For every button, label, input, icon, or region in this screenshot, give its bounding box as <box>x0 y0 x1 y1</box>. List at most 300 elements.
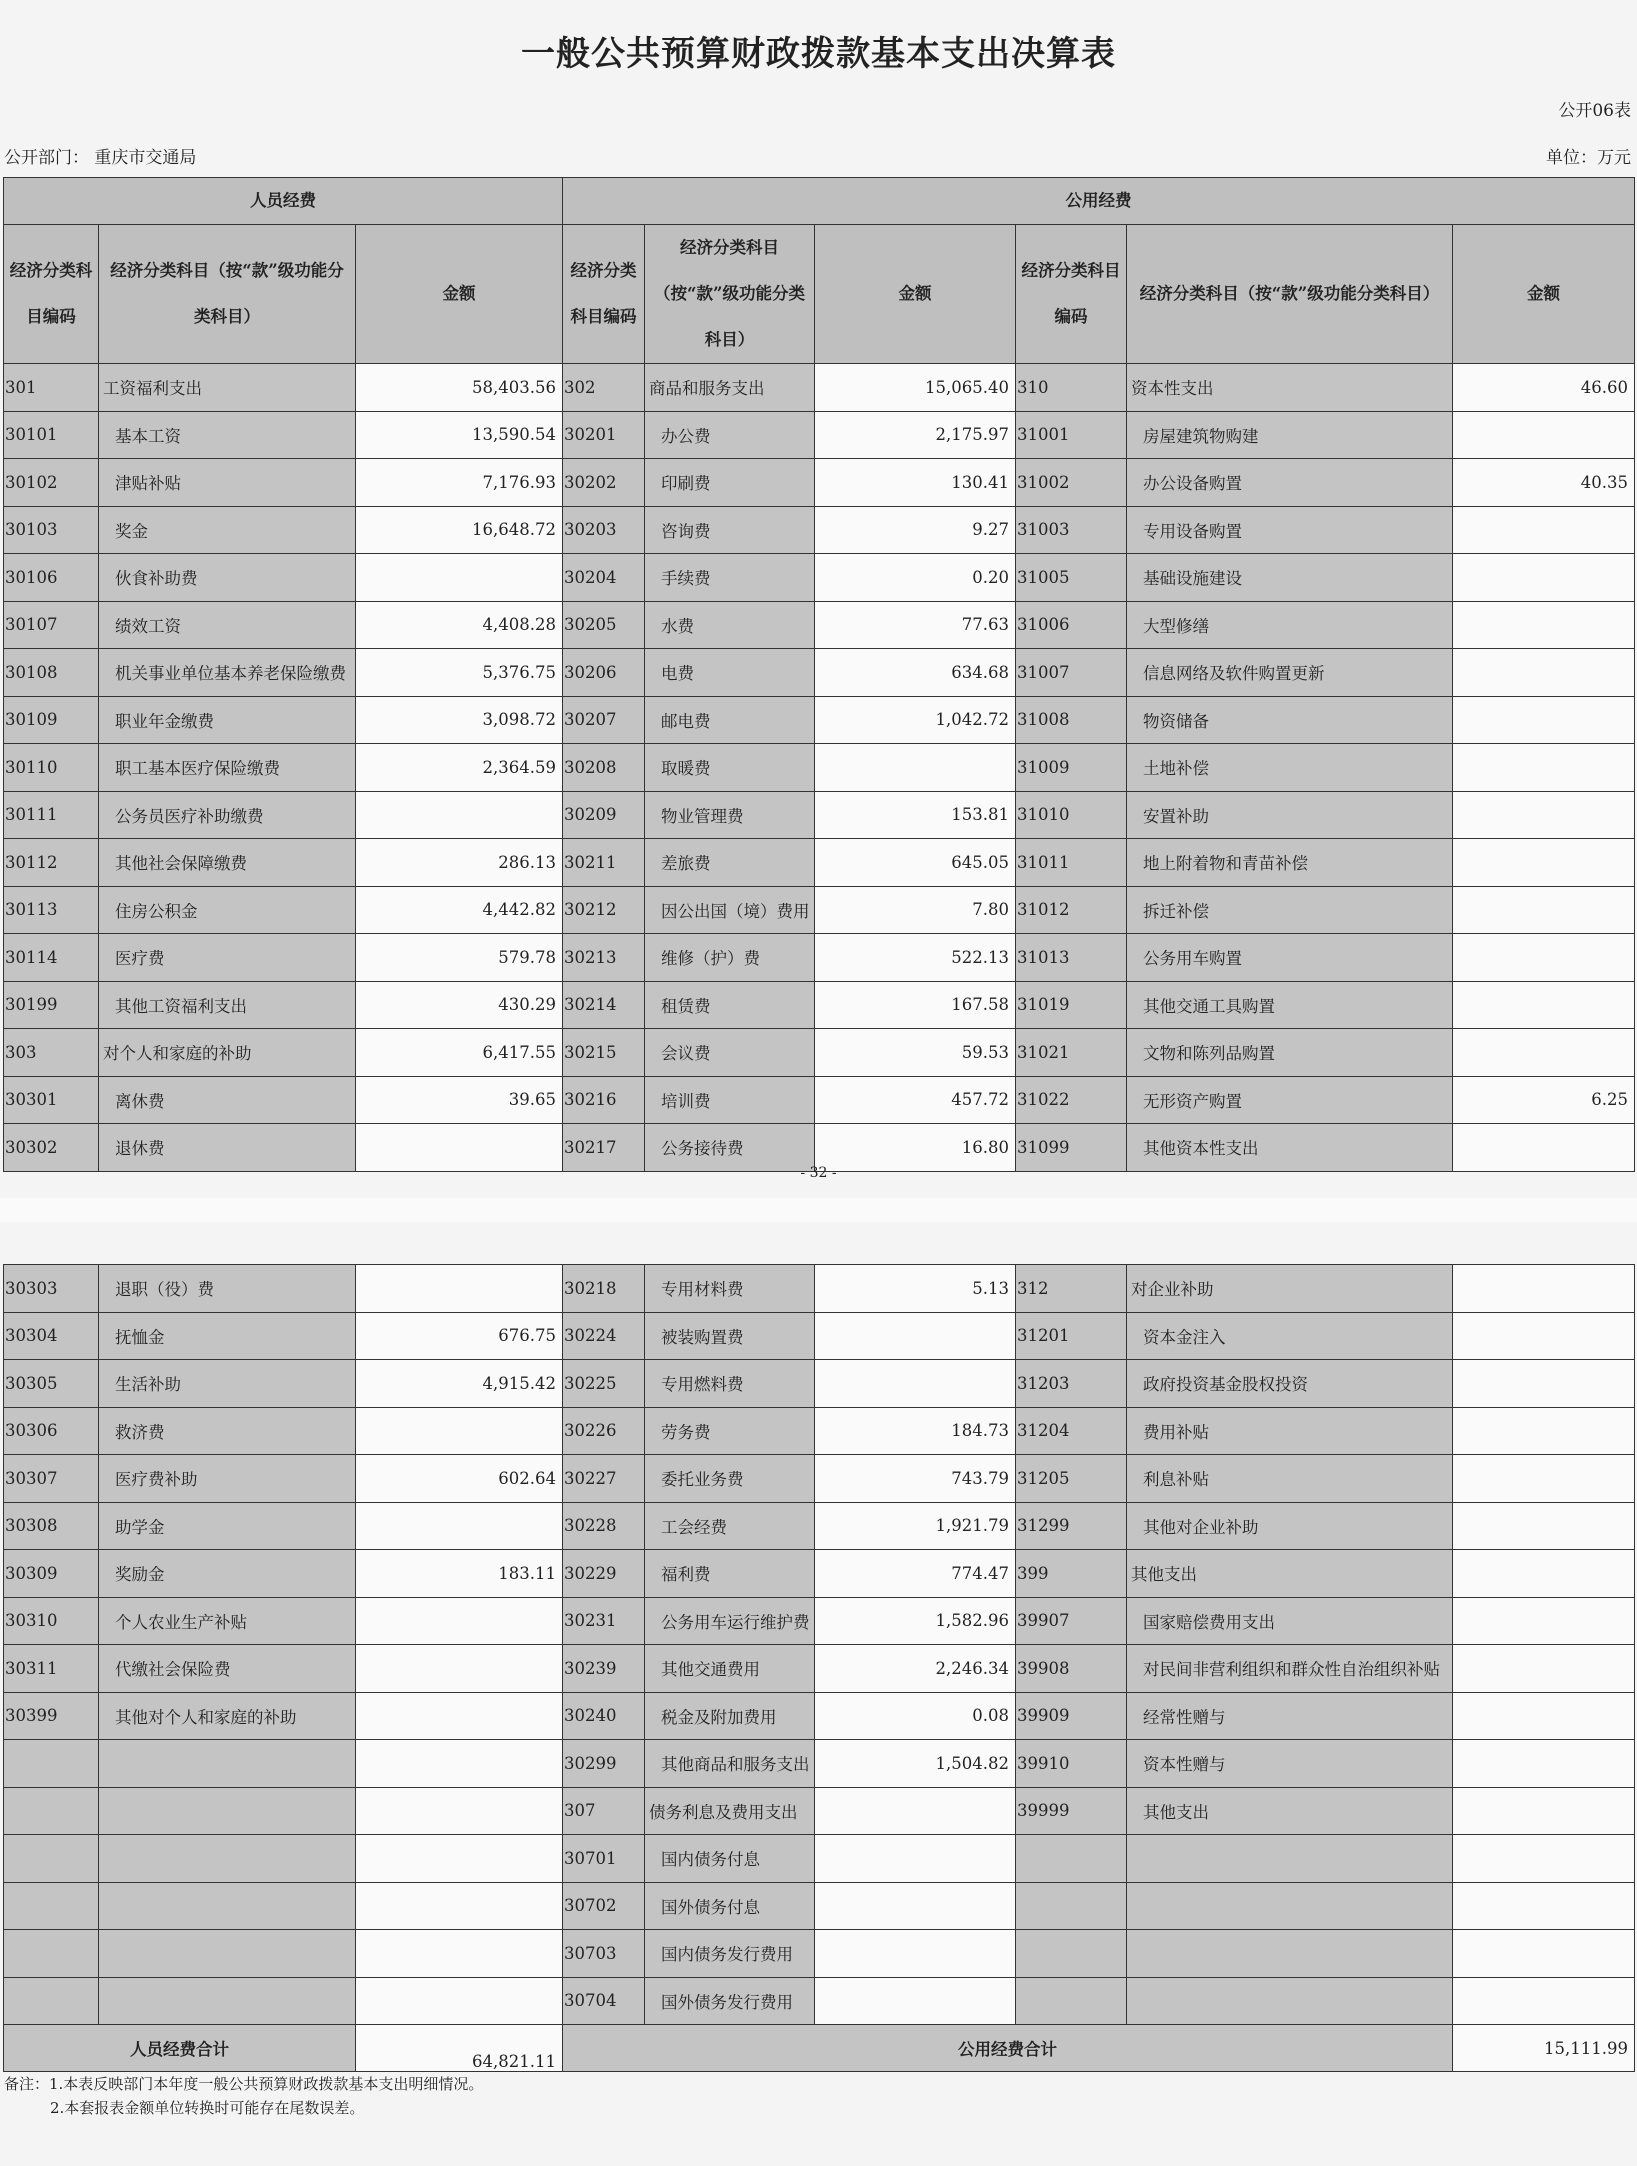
expenditure-table-page2 <box>3 1264 1635 2072</box>
item-amount <box>1453 1645 1635 1693</box>
item-code: 31001 <box>1016 411 1127 459</box>
item-code: 302 <box>563 364 645 412</box>
item-amount <box>1453 1550 1635 1598</box>
item-name: 印刷费 <box>645 459 815 507</box>
item-amount: 0.20 <box>815 554 1016 602</box>
item-code: 30228 <box>563 1502 645 1550</box>
item-name: 利息补贴 <box>1127 1455 1453 1503</box>
item-name: 职业年金缴费 <box>99 696 356 744</box>
item-amount <box>1453 411 1635 459</box>
table-row <box>4 1645 1635 1693</box>
item-name: 其他交通工具购置 <box>1127 981 1453 1029</box>
table-row <box>4 1502 1635 1550</box>
item-code: 30231 <box>563 1597 645 1645</box>
item-amount: 16.80 <box>815 1124 1016 1172</box>
item-code: 30215 <box>563 1029 645 1077</box>
item-name <box>99 1930 356 1978</box>
item-amount: 579.78 <box>356 934 563 982</box>
item-name: 物资储备 <box>1127 696 1453 744</box>
item-code: 31008 <box>1016 696 1127 744</box>
item-code: 307 <box>563 1787 645 1835</box>
item-code: 31201 <box>1016 1312 1127 1360</box>
item-name: 办公设备购置 <box>1127 459 1453 507</box>
item-amount: 15,065.40 <box>815 364 1016 412</box>
item-code: 31203 <box>1016 1360 1127 1408</box>
form-code: 公开06表 <box>1558 101 1631 121</box>
item-code: 30113 <box>4 886 99 934</box>
item-name <box>1127 1930 1453 1978</box>
item-amount: 59.53 <box>815 1029 1016 1077</box>
item-amount <box>815 1882 1016 1930</box>
item-amount <box>356 1835 563 1883</box>
item-name <box>1127 1835 1453 1883</box>
item-code: 31099 <box>1016 1124 1127 1172</box>
item-amount <box>1453 1360 1635 1408</box>
item-amount: 645.05 <box>815 839 1016 887</box>
item-name: 专用材料费 <box>645 1265 815 1313</box>
item-code: 30310 <box>4 1597 99 1645</box>
page-separator <box>0 1198 1637 1222</box>
item-amount: 130.41 <box>815 459 1016 507</box>
item-amount <box>356 1977 563 2025</box>
item-amount: 183.11 <box>356 1550 563 1598</box>
item-name: 工资福利支出 <box>99 364 356 412</box>
item-amount: 676.75 <box>356 1312 563 1360</box>
name-header: 经济分类科目（按“款”级功能分类科目） <box>645 225 815 364</box>
table-row <box>4 1977 1635 2025</box>
item-code: 31006 <box>1016 601 1127 649</box>
item-code: 30301 <box>4 1076 99 1124</box>
item-amount: 77.63 <box>815 601 1016 649</box>
item-code: 30703 <box>563 1930 645 1978</box>
item-name: 其他社会保障缴费 <box>99 839 356 887</box>
item-name: 会议费 <box>645 1029 815 1077</box>
item-code: 30214 <box>563 981 645 1029</box>
item-amount: 4,442.82 <box>356 886 563 934</box>
item-amount: 743.79 <box>815 1455 1016 1503</box>
item-code <box>4 1930 99 1978</box>
item-code <box>1016 1977 1127 2025</box>
item-code: 30305 <box>4 1360 99 1408</box>
item-code: 30239 <box>563 1645 645 1693</box>
item-code: 30399 <box>4 1692 99 1740</box>
item-code: 31005 <box>1016 554 1127 602</box>
item-name: 对企业补助 <box>1127 1265 1453 1313</box>
item-name: 信息网络及软件购置更新 <box>1127 649 1453 697</box>
item-code <box>1016 1930 1127 1978</box>
item-amount <box>356 791 563 839</box>
item-amount <box>1453 1597 1635 1645</box>
item-code: 30217 <box>563 1124 645 1172</box>
table-row <box>4 886 1635 934</box>
item-amount <box>1453 791 1635 839</box>
item-amount: 5.13 <box>815 1265 1016 1313</box>
item-name: 机关事业单位基本养老保险缴费 <box>99 649 356 697</box>
code-header: 经济分类科目编码 <box>1016 225 1127 364</box>
item-amount <box>1453 886 1635 934</box>
item-code: 30209 <box>563 791 645 839</box>
item-amount <box>356 1692 563 1740</box>
item-code: 30114 <box>4 934 99 982</box>
expenditure-table-page1 <box>3 177 1635 1172</box>
table-row <box>4 1455 1635 1503</box>
item-amount <box>1453 1787 1635 1835</box>
item-code: 30308 <box>4 1502 99 1550</box>
item-amount: 153.81 <box>815 791 1016 839</box>
item-name: 奖励金 <box>99 1550 356 1598</box>
item-name: 职工基本医疗保险缴费 <box>99 744 356 792</box>
item-amount <box>1453 649 1635 697</box>
item-amount: 3,098.72 <box>356 696 563 744</box>
item-code: 31299 <box>1016 1502 1127 1550</box>
item-amount <box>1453 506 1635 554</box>
item-name: 水费 <box>645 601 815 649</box>
item-code: 30303 <box>4 1265 99 1313</box>
table-row <box>4 1265 1635 1313</box>
name-header: 经济分类科目（按“款”级功能分类科目） <box>99 225 356 364</box>
item-amount: 9.27 <box>815 506 1016 554</box>
item-amount <box>815 744 1016 792</box>
item-amount: 40.35 <box>1453 459 1635 507</box>
item-amount <box>1453 934 1635 982</box>
item-amount <box>815 1977 1016 2025</box>
item-name: 救济费 <box>99 1407 356 1455</box>
item-amount <box>1453 554 1635 602</box>
code-header: 经济分类科目编码 <box>563 225 645 364</box>
item-amount: 457.72 <box>815 1076 1016 1124</box>
amount-header: 金额 <box>815 225 1016 364</box>
item-code: 30216 <box>563 1076 645 1124</box>
item-name: 税金及附加费用 <box>645 1692 815 1740</box>
item-amount <box>356 1124 563 1172</box>
item-name: 其他支出 <box>1127 1550 1453 1598</box>
item-code: 30211 <box>563 839 645 887</box>
item-name: 退休费 <box>99 1124 356 1172</box>
note-2: 2.本套报表金额单位转换时可能存在尾数误差。 <box>50 2099 365 2117</box>
item-code: 31205 <box>1016 1455 1127 1503</box>
item-amount <box>356 554 563 602</box>
item-name: 住房公积金 <box>99 886 356 934</box>
item-name <box>1127 1882 1453 1930</box>
department-label: 公开部门： 重庆市交通局 <box>4 148 197 168</box>
item-amount: 4,408.28 <box>356 601 563 649</box>
item-amount <box>815 1835 1016 1883</box>
item-code: 30203 <box>563 506 645 554</box>
item-code: 30240 <box>563 1692 645 1740</box>
item-amount <box>1453 744 1635 792</box>
item-name <box>1127 1977 1453 2025</box>
item-amount <box>815 1930 1016 1978</box>
item-name: 无形资产购置 <box>1127 1076 1453 1124</box>
item-amount: 7,176.93 <box>356 459 563 507</box>
item-name: 大型修缮 <box>1127 601 1453 649</box>
table-row <box>4 1550 1635 1598</box>
item-code: 30218 <box>563 1265 645 1313</box>
item-code: 30309 <box>4 1550 99 1598</box>
item-name: 拆迁补偿 <box>1127 886 1453 934</box>
item-amount <box>356 1502 563 1550</box>
item-amount <box>1453 1455 1635 1503</box>
item-amount <box>1453 981 1635 1029</box>
item-code: 30206 <box>563 649 645 697</box>
item-name: 代缴社会保险费 <box>99 1645 356 1693</box>
item-code: 30212 <box>563 886 645 934</box>
table-row <box>4 1029 1635 1077</box>
item-name: 专用设备购置 <box>1127 506 1453 554</box>
item-name: 咨询费 <box>645 506 815 554</box>
item-name: 债务利息及费用支出 <box>645 1787 815 1835</box>
table-row <box>4 554 1635 602</box>
item-code: 31002 <box>1016 459 1127 507</box>
item-name: 对民间非营利组织和群众性自治组织补贴 <box>1127 1645 1453 1693</box>
item-amount <box>1453 1740 1635 1788</box>
item-name: 其他工资福利支出 <box>99 981 356 1029</box>
amount-header: 金额 <box>1453 225 1635 364</box>
item-name: 抚恤金 <box>99 1312 356 1360</box>
item-amount <box>356 1787 563 1835</box>
item-name <box>99 1977 356 2025</box>
item-name: 资本性赠与 <box>1127 1740 1453 1788</box>
item-amount: 634.68 <box>815 649 1016 697</box>
item-name: 资本金注入 <box>1127 1312 1453 1360</box>
item-name: 国家赔偿费用支出 <box>1127 1597 1453 1645</box>
item-code: 310 <box>1016 364 1127 412</box>
table-row <box>4 1740 1635 1788</box>
item-name: 公务员医疗补助缴费 <box>99 791 356 839</box>
item-name: 其他对个人和家庭的补助 <box>99 1692 356 1740</box>
item-amount: 774.47 <box>815 1550 1016 1598</box>
item-code: 30701 <box>563 1835 645 1883</box>
item-code: 30101 <box>4 411 99 459</box>
item-name: 伙食补助费 <box>99 554 356 602</box>
item-name: 公务用车购置 <box>1127 934 1453 982</box>
table-row <box>4 934 1635 982</box>
table-row <box>4 744 1635 792</box>
item-code: 31022 <box>1016 1076 1127 1124</box>
item-amount <box>356 1882 563 1930</box>
item-amount <box>1453 601 1635 649</box>
item-amount <box>1453 1029 1635 1077</box>
page-number: - 32 - <box>800 1165 837 1181</box>
table-row <box>4 506 1635 554</box>
item-amount: 39.65 <box>356 1076 563 1124</box>
item-name: 土地补偿 <box>1127 744 1453 792</box>
item-name: 公务用车运行维护费 <box>645 1597 815 1645</box>
item-code: 31019 <box>1016 981 1127 1029</box>
item-code: 30307 <box>4 1455 99 1503</box>
item-code: 39999 <box>1016 1787 1127 1835</box>
item-name: 个人农业生产补贴 <box>99 1597 356 1645</box>
page-title: 一般公共预算财政拨款基本支出决算表 <box>521 34 1116 74</box>
item-name: 国外债务付息 <box>645 1882 815 1930</box>
item-code: 30306 <box>4 1407 99 1455</box>
table-row <box>4 1930 1635 1978</box>
unit-label: 单位：万元 <box>1546 148 1631 168</box>
item-code: 30107 <box>4 601 99 649</box>
item-code: 39907 <box>1016 1597 1127 1645</box>
item-code: 31021 <box>1016 1029 1127 1077</box>
item-code: 30304 <box>4 1312 99 1360</box>
item-name: 基本工资 <box>99 411 356 459</box>
item-code: 30704 <box>563 1977 645 2025</box>
item-name: 取暖费 <box>645 744 815 792</box>
item-name: 公务接待费 <box>645 1124 815 1172</box>
item-name <box>99 1740 356 1788</box>
item-amount <box>1453 839 1635 887</box>
item-amount: 16,648.72 <box>356 506 563 554</box>
item-amount: 2,175.97 <box>815 411 1016 459</box>
item-amount: 6,417.55 <box>356 1029 563 1077</box>
item-code: 30201 <box>563 411 645 459</box>
table-row <box>4 1692 1635 1740</box>
item-code: 30204 <box>563 554 645 602</box>
item-name: 文物和陈列品购置 <box>1127 1029 1453 1077</box>
item-amount <box>815 1787 1016 1835</box>
item-name: 其他资本性支出 <box>1127 1124 1453 1172</box>
table-row <box>4 1882 1635 1930</box>
table-row <box>4 649 1635 697</box>
item-code: 31003 <box>1016 506 1127 554</box>
item-name: 维修（护）费 <box>645 934 815 982</box>
item-name: 国内债务发行费用 <box>645 1930 815 1978</box>
public-total-value: 15,111.99 <box>1453 2025 1635 2072</box>
item-amount <box>815 1360 1016 1408</box>
item-amount: 286.13 <box>356 839 563 887</box>
item-name: 其他支出 <box>1127 1787 1453 1835</box>
item-amount <box>356 1265 563 1313</box>
item-code: 301 <box>4 364 99 412</box>
table-row <box>4 839 1635 887</box>
item-name: 退职（役）费 <box>99 1265 356 1313</box>
item-amount <box>1453 1977 1635 2025</box>
item-code: 30109 <box>4 696 99 744</box>
item-name: 津贴补贴 <box>99 459 356 507</box>
item-name: 专用燃料费 <box>645 1360 815 1408</box>
item-code: 30299 <box>563 1740 645 1788</box>
item-amount <box>1453 1882 1635 1930</box>
item-name: 离休费 <box>99 1076 356 1124</box>
item-code: 39909 <box>1016 1692 1127 1740</box>
item-amount: 1,504.82 <box>815 1740 1016 1788</box>
item-name: 国外债务发行费用 <box>645 1977 815 2025</box>
item-amount <box>1453 1835 1635 1883</box>
item-code: 31012 <box>1016 886 1127 934</box>
table-row <box>4 601 1635 649</box>
item-name: 租赁费 <box>645 981 815 1029</box>
item-amount: 46.60 <box>1453 364 1635 412</box>
item-code: 30111 <box>4 791 99 839</box>
item-code <box>4 1977 99 2025</box>
item-name: 差旅费 <box>645 839 815 887</box>
item-name: 其他交通费用 <box>645 1645 815 1693</box>
item-amount: 184.73 <box>815 1407 1016 1455</box>
item-amount <box>1453 1312 1635 1360</box>
item-amount: 1,042.72 <box>815 696 1016 744</box>
item-code: 39908 <box>1016 1645 1127 1693</box>
item-name: 政府投资基金股权投资 <box>1127 1360 1453 1408</box>
item-code <box>1016 1882 1127 1930</box>
item-amount <box>356 1597 563 1645</box>
item-name <box>99 1835 356 1883</box>
table-row <box>4 459 1635 507</box>
item-name: 医疗费 <box>99 934 356 982</box>
table-row <box>4 981 1635 1029</box>
table-row <box>4 696 1635 744</box>
item-amount: 1,582.96 <box>815 1597 1016 1645</box>
item-name: 培训费 <box>645 1076 815 1124</box>
personnel-total-label: 人员经费合计 <box>4 2025 356 2072</box>
item-name: 物业管理费 <box>645 791 815 839</box>
item-amount <box>1453 1692 1635 1740</box>
notes <box>4 2072 483 2120</box>
item-name: 电费 <box>645 649 815 697</box>
item-name: 地上附着物和青苗补偿 <box>1127 839 1453 887</box>
item-name: 安置补助 <box>1127 791 1453 839</box>
item-name: 劳务费 <box>645 1407 815 1455</box>
item-code: 30702 <box>563 1882 645 1930</box>
item-code: 30102 <box>4 459 99 507</box>
item-amount <box>1453 1265 1635 1313</box>
item-name: 房屋建筑物购建 <box>1127 411 1453 459</box>
item-amount: 430.29 <box>356 981 563 1029</box>
public-header: 公用经费 <box>563 178 1635 225</box>
name-header: 经济分类科目（按“款”级功能分类科目） <box>1127 225 1453 364</box>
item-code: 30208 <box>563 744 645 792</box>
item-name: 生活补助 <box>99 1360 356 1408</box>
item-name: 办公费 <box>645 411 815 459</box>
item-amount <box>1453 696 1635 744</box>
item-name: 其他商品和服务支出 <box>645 1740 815 1788</box>
table-row <box>4 411 1635 459</box>
amount-header: 金额 <box>356 225 563 364</box>
table-row <box>4 364 1635 412</box>
item-amount <box>1453 1930 1635 1978</box>
item-name: 医疗费补助 <box>99 1455 356 1503</box>
item-name: 工会经费 <box>645 1502 815 1550</box>
item-name <box>99 1787 356 1835</box>
item-amount: 1,921.79 <box>815 1502 1016 1550</box>
item-amount <box>1453 1407 1635 1455</box>
item-amount: 0.08 <box>815 1692 1016 1740</box>
item-code: 31010 <box>1016 791 1127 839</box>
item-code: 30302 <box>4 1124 99 1172</box>
table-row <box>4 1312 1635 1360</box>
item-code: 30106 <box>4 554 99 602</box>
personnel-total-value: 64,821.11 <box>356 2025 563 2072</box>
code-header: 经济分类科目编码 <box>4 225 99 364</box>
item-code: 30202 <box>563 459 645 507</box>
item-code: 30112 <box>4 839 99 887</box>
item-code: 31011 <box>1016 839 1127 887</box>
note-1: 备注：1.本表反映部门本年度一般公共预算财政拨款基本支出明细情况。 <box>4 2075 484 2093</box>
table-row <box>4 1076 1635 1124</box>
item-code: 30224 <box>563 1312 645 1360</box>
item-name <box>99 1882 356 1930</box>
item-code: 30225 <box>563 1360 645 1408</box>
item-name: 对个人和家庭的补助 <box>99 1029 356 1077</box>
item-code: 30311 <box>4 1645 99 1693</box>
item-name: 福利费 <box>645 1550 815 1598</box>
table-row <box>4 1407 1635 1455</box>
item-name: 奖金 <box>99 506 356 554</box>
item-code: 30205 <box>563 601 645 649</box>
item-code: 30108 <box>4 649 99 697</box>
item-code <box>4 1740 99 1788</box>
table-row <box>4 1597 1635 1645</box>
item-name: 国内债务付息 <box>645 1835 815 1883</box>
item-name: 因公出国（境）费用 <box>645 886 815 934</box>
item-code: 399 <box>1016 1550 1127 1598</box>
